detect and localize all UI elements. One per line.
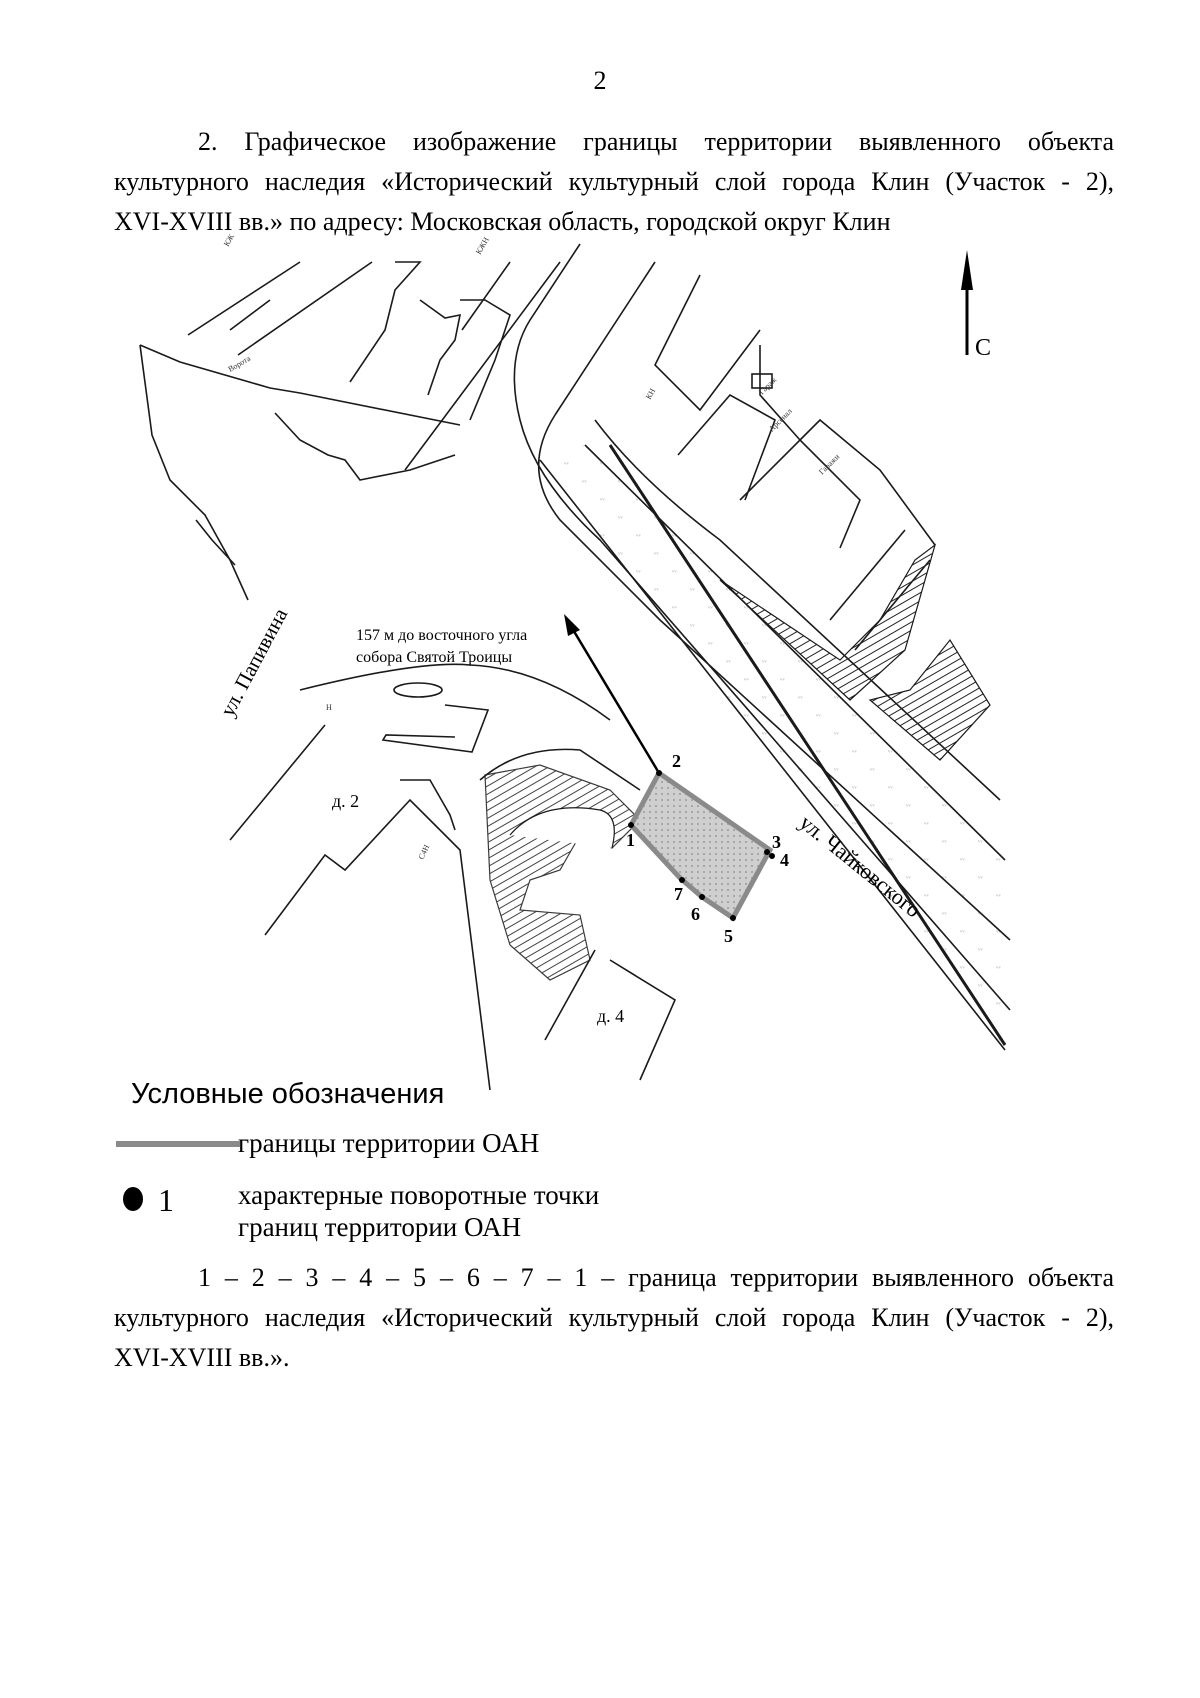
intro-line-1: 2. Графическое изображение границы территории выявленного объекта bbox=[198, 127, 1114, 156]
legend-boundary-label: границы территории ОАН bbox=[238, 1128, 540, 1158]
map-hatched-slope-lower bbox=[485, 765, 640, 980]
page-number: 2 bbox=[593, 66, 607, 95]
legend-boundary-line-symbol bbox=[116, 1141, 240, 1147]
map-label-kzhn: КЖН bbox=[473, 235, 491, 256]
map-label-garazhi: Гаражи bbox=[817, 452, 842, 477]
point-label-6: 6 bbox=[691, 904, 700, 924]
point-4-marker bbox=[769, 853, 775, 859]
conclusion-line-1: 1 – 2 – 3 – 4 – 5 – 6 – 7 – 1 – граница территории выявленного объекта bbox=[198, 1263, 1114, 1292]
point-label-4: 4 bbox=[780, 850, 789, 870]
map-label-garazh: Гараж bbox=[757, 375, 779, 397]
map-label-kzh: КЖ bbox=[221, 232, 236, 248]
map-label-arsenal: Арсенал bbox=[767, 406, 794, 434]
point-1-marker bbox=[628, 822, 634, 828]
map-label-c4n: С4Н bbox=[416, 843, 432, 861]
conclusion-line-3: XVI-XVIII вв.». bbox=[114, 1343, 290, 1372]
house-label-4: д. 4 bbox=[597, 1006, 625, 1026]
legend-point-symbol bbox=[123, 1187, 143, 1211]
point-label-2: 2 bbox=[672, 751, 681, 771]
arrow-note-line-2: собора Святой Троицы bbox=[356, 649, 513, 666]
map-upper-left-block bbox=[140, 262, 560, 600]
north-label: С bbox=[975, 335, 992, 361]
point-6-marker bbox=[699, 894, 705, 900]
point-label-3: 3 bbox=[772, 832, 781, 852]
legend-point-label-2: границ территории ОАН bbox=[238, 1212, 522, 1242]
intro-line-3: XVI-XVIII вв.» по адресу: Московская область, городской округ Клин bbox=[114, 207, 891, 236]
legend-point-number: 1 bbox=[158, 1182, 174, 1218]
map-label-kn: КН bbox=[643, 386, 658, 401]
point-7-marker bbox=[679, 877, 685, 883]
intro-line-2: культурного наследия «Исторический культурный слой города Клин (Участок - 2), bbox=[114, 167, 1114, 196]
legend-point-label-1: характерные поворотные точки bbox=[238, 1180, 600, 1210]
point-5-marker bbox=[730, 915, 736, 921]
site-map bbox=[100, 232, 1100, 1184]
street-label-papivina: ул. Папивина bbox=[215, 604, 293, 721]
cathedral-direction-arrow bbox=[356, 614, 659, 773]
intro-paragraph bbox=[114, 122, 1114, 242]
point-label-1: 1 bbox=[626, 830, 635, 850]
map-lower-left bbox=[230, 664, 675, 1090]
point-label-7: 7 bbox=[674, 884, 683, 904]
street-label-chaikovskogo: ул. Чайковского bbox=[794, 809, 926, 923]
point-3-marker bbox=[764, 849, 770, 855]
point-label-5: 5 bbox=[724, 926, 733, 946]
north-arrow bbox=[961, 250, 991, 361]
conclusion-paragraph bbox=[114, 1258, 1114, 1378]
legend-title: Условные обозначения bbox=[131, 1078, 445, 1110]
point-2-marker bbox=[656, 770, 662, 776]
conclusion-line-2: культурного наследия «Исторический культурный слой города Клин (Участок - 2), bbox=[114, 1303, 1114, 1332]
map-label-vorota: Ворота bbox=[226, 353, 253, 374]
arrow-note-line-1: 157 м до восточного угла bbox=[356, 627, 528, 644]
house-label-2: д. 2 bbox=[332, 791, 360, 811]
map-label-n: Н bbox=[326, 703, 332, 712]
